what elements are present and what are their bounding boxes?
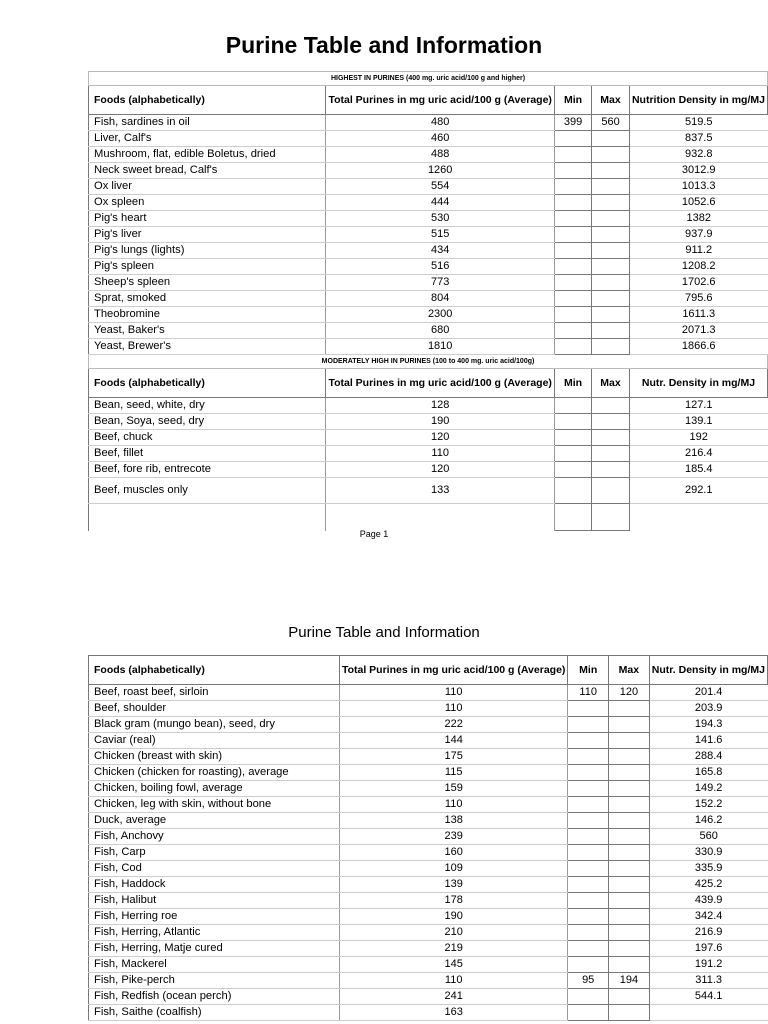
- min-cell: [554, 398, 591, 414]
- density-cell: 560: [649, 829, 767, 845]
- min-cell: [568, 861, 609, 877]
- density-cell: 937.9: [629, 227, 767, 243]
- table-row: [89, 877, 768, 893]
- food-name-cell: Bean, Soya, seed, dry: [89, 414, 326, 430]
- min-cell: [568, 877, 609, 893]
- max-cell: [592, 211, 630, 227]
- density-cell: 152.2: [649, 797, 767, 813]
- table-row: [89, 765, 768, 781]
- max-cell: [608, 989, 649, 1005]
- empty-cell: [554, 504, 591, 531]
- food-name-cell: Fish, Mackerel: [89, 957, 340, 973]
- max-cell: 120: [608, 685, 649, 701]
- density-cell: 330.9: [649, 845, 767, 861]
- density-cell: 185.4: [629, 462, 767, 478]
- total-purines-cell: 139: [339, 877, 567, 893]
- food-name-cell: Beef, roast beef, sirloin: [89, 685, 340, 701]
- max-cell: [592, 179, 630, 195]
- max-cell: [608, 845, 649, 861]
- max-cell: [592, 147, 630, 163]
- max-cell: [592, 275, 630, 291]
- table-row: [89, 941, 768, 957]
- min-cell: [568, 909, 609, 925]
- food-name-cell: Beef, fillet: [89, 446, 326, 462]
- food-name-cell: Bean, seed, white, dry: [89, 398, 326, 414]
- max-cell: [608, 749, 649, 765]
- section-label-high: HIGHEST IN PURINES (400 mg. uric acid/100 g and higher): [89, 72, 768, 86]
- food-name-cell: Fish, Cod: [89, 861, 340, 877]
- max-cell: [608, 781, 649, 797]
- max-cell: [592, 398, 630, 414]
- total-purines-cell: 515: [326, 227, 554, 243]
- density-cell: [649, 1005, 767, 1021]
- density-cell: 544.1: [649, 989, 767, 1005]
- table-row: [89, 446, 768, 462]
- table-row: [89, 861, 768, 877]
- header-max: Max: [592, 86, 630, 115]
- table-row: [89, 131, 768, 147]
- food-name-cell: Liver, Calf's: [89, 131, 326, 147]
- density-cell: 216.9: [649, 925, 767, 941]
- total-purines-cell: 110: [326, 446, 554, 462]
- header-min: Min: [554, 86, 591, 115]
- table-row: [89, 829, 768, 845]
- food-name-cell: Beef, chuck: [89, 430, 326, 446]
- food-name-cell: Chicken, leg with skin, without bone: [89, 797, 340, 813]
- food-name-cell: Sprat, smoked: [89, 291, 326, 307]
- table-row: [89, 275, 768, 291]
- density-cell: 311.3: [649, 973, 767, 989]
- max-cell: [592, 339, 630, 355]
- total-purines-cell: 190: [339, 909, 567, 925]
- min-cell: 95: [568, 973, 609, 989]
- table-row: [89, 478, 768, 504]
- table-row: [89, 323, 768, 339]
- total-purines-cell: 115: [339, 765, 567, 781]
- min-cell: 399: [554, 115, 591, 131]
- table-row: [89, 147, 768, 163]
- min-cell: [568, 813, 609, 829]
- total-purines-cell: 110: [339, 685, 567, 701]
- total-purines-cell: 128: [326, 398, 554, 414]
- density-cell: 1013.3: [629, 179, 767, 195]
- min-cell: [554, 163, 591, 179]
- density-cell: 425.2: [649, 877, 767, 893]
- density-cell: 165.8: [649, 765, 767, 781]
- page-1-title: Purine Table and Information: [225, 32, 543, 58]
- max-cell: [592, 462, 630, 478]
- min-cell: [554, 446, 591, 462]
- page-2-title: Purine Table and Information: [288, 624, 480, 641]
- food-name-cell: Yeast, Baker's: [89, 323, 326, 339]
- density-cell: 149.2: [649, 781, 767, 797]
- table-row: [89, 462, 768, 478]
- food-name-cell: Black gram (mungo bean), seed, dry: [89, 717, 340, 733]
- header-density: Nutr. Density in mg/MJ: [629, 369, 767, 398]
- density-cell: 192: [629, 430, 767, 446]
- food-name-cell: Ox liver: [89, 179, 326, 195]
- density-cell: 439.9: [649, 893, 767, 909]
- min-cell: [554, 131, 591, 147]
- max-cell: [608, 829, 649, 845]
- min-cell: [568, 749, 609, 765]
- max-cell: [592, 478, 630, 504]
- header-density: Nutrition Density in mg/MJ: [629, 86, 767, 115]
- food-name-cell: Fish, Saithe (coalfish): [89, 1005, 340, 1021]
- density-cell: 3012.9: [629, 163, 767, 179]
- total-purines-cell: 554: [326, 179, 554, 195]
- max-cell: [608, 957, 649, 973]
- food-name-cell: Pig's liver: [89, 227, 326, 243]
- max-cell: 560: [592, 115, 630, 131]
- header-foods: Foods (alphabetically): [89, 369, 326, 398]
- density-cell: 1052.6: [629, 195, 767, 211]
- min-cell: [554, 462, 591, 478]
- max-cell: [592, 323, 630, 339]
- header-total: Total Purines in mg uric acid/100 g (Average): [326, 86, 554, 115]
- table-row: [89, 733, 768, 749]
- table-row: [89, 973, 768, 989]
- table-row: [89, 211, 768, 227]
- food-name-cell: Chicken (chicken for roasting), average: [89, 765, 340, 781]
- header-max: Max: [608, 656, 649, 685]
- header-foods: Foods (alphabetically): [89, 656, 340, 685]
- table-row: [89, 989, 768, 1005]
- min-cell: [554, 243, 591, 259]
- density-cell: 1866.6: [629, 339, 767, 355]
- table-row: [89, 243, 768, 259]
- table-row: [89, 957, 768, 973]
- density-cell: 911.2: [629, 243, 767, 259]
- total-purines-cell: 516: [326, 259, 554, 275]
- food-name-cell: Fish, Herring, Matje cured: [89, 941, 340, 957]
- total-purines-cell: 110: [339, 797, 567, 813]
- page-number-label: Page 1: [359, 529, 389, 539]
- food-name-cell: Beef, muscles only: [89, 478, 326, 504]
- total-purines-cell: 1810: [326, 339, 554, 355]
- density-cell: 197.6: [649, 941, 767, 957]
- max-cell: [608, 893, 649, 909]
- table-row: [89, 227, 768, 243]
- density-cell: 335.9: [649, 861, 767, 877]
- header-total: Total Purines in mg uric acid/100 g (Average): [339, 656, 567, 685]
- total-purines-cell: 120: [326, 462, 554, 478]
- min-cell: [554, 339, 591, 355]
- table-row: [89, 179, 768, 195]
- header-min: Min: [554, 369, 591, 398]
- density-cell: 141.6: [649, 733, 767, 749]
- food-name-cell: Beef, shoulder: [89, 701, 340, 717]
- food-name-cell: Mushroom, flat, edible Boletus, dried: [89, 147, 326, 163]
- table-row: [89, 398, 768, 414]
- table-body-page-2: [89, 656, 768, 1021]
- max-cell: [608, 941, 649, 957]
- total-purines-cell: 110: [339, 701, 567, 717]
- density-cell: 519.5: [629, 115, 767, 131]
- min-cell: [568, 829, 609, 845]
- food-name-cell: Caviar (real): [89, 733, 340, 749]
- total-purines-cell: 163: [339, 1005, 567, 1021]
- food-name-cell: Fish, Anchovy: [89, 829, 340, 845]
- total-purines-cell: 2300: [326, 307, 554, 323]
- max-cell: [608, 877, 649, 893]
- table-row: [89, 414, 768, 430]
- total-purines-cell: 1260: [326, 163, 554, 179]
- food-name-cell: Chicken, boiling fowl, average: [89, 781, 340, 797]
- max-cell: [592, 243, 630, 259]
- density-cell: 146.2: [649, 813, 767, 829]
- section-label-moderate: MODERATELY HIGH IN PURINES (100 to 400 mg. uric acid/100g): [89, 355, 768, 369]
- density-cell: 127.1: [629, 398, 767, 414]
- total-purines-cell: 138: [339, 813, 567, 829]
- purine-table-page-1: [88, 71, 768, 531]
- min-cell: [554, 430, 591, 446]
- header-foods: Foods (alphabetically): [89, 86, 326, 115]
- section-band-moderate: [89, 355, 768, 369]
- total-purines-cell: 222: [339, 717, 567, 733]
- table-row: [89, 259, 768, 275]
- max-cell: [592, 259, 630, 275]
- total-purines-cell: 680: [326, 323, 554, 339]
- min-cell: [568, 989, 609, 1005]
- max-cell: [608, 765, 649, 781]
- total-purines-cell: 241: [339, 989, 567, 1005]
- total-purines-cell: 120: [326, 430, 554, 446]
- header-row-page-2: [89, 656, 768, 685]
- total-purines-cell: 160: [339, 845, 567, 861]
- total-purines-cell: 444: [326, 195, 554, 211]
- total-purines-cell: 110: [339, 973, 567, 989]
- table-row: [89, 893, 768, 909]
- density-cell: 1702.6: [629, 275, 767, 291]
- empty-cell: [89, 504, 326, 531]
- table-row: [89, 749, 768, 765]
- density-cell: 1208.2: [629, 259, 767, 275]
- total-purines-cell: 480: [326, 115, 554, 131]
- total-purines-cell: 144: [339, 733, 567, 749]
- food-name-cell: Chicken (breast with skin): [89, 749, 340, 765]
- total-purines-cell: 804: [326, 291, 554, 307]
- min-cell: [568, 893, 609, 909]
- header-total: Total Purines in mg uric acid/100 g (Average): [326, 369, 554, 398]
- density-cell: 2071.3: [629, 323, 767, 339]
- density-cell: 203.9: [649, 701, 767, 717]
- min-cell: [568, 941, 609, 957]
- min-cell: [554, 275, 591, 291]
- table-row: [89, 685, 768, 701]
- total-purines-cell: 434: [326, 243, 554, 259]
- min-cell: [554, 179, 591, 195]
- density-cell: 342.4: [649, 909, 767, 925]
- min-cell: [568, 797, 609, 813]
- max-cell: [608, 909, 649, 925]
- total-purines-cell: 159: [339, 781, 567, 797]
- food-name-cell: Theobromine: [89, 307, 326, 323]
- total-purines-cell: 133: [326, 478, 554, 504]
- min-cell: [568, 717, 609, 733]
- density-cell: 1382: [629, 211, 767, 227]
- empty-cell: [592, 504, 630, 531]
- table-row: [89, 925, 768, 941]
- min-cell: [568, 957, 609, 973]
- food-name-cell: Fish, Pike-perch: [89, 973, 340, 989]
- density-cell: 1611.3: [629, 307, 767, 323]
- max-cell: [608, 925, 649, 941]
- header-row-high: [89, 86, 768, 115]
- max-cell: [592, 430, 630, 446]
- header-row-moderate: [89, 369, 768, 398]
- min-cell: [568, 925, 609, 941]
- food-name-cell: Fish, Halibut: [89, 893, 340, 909]
- density-cell: 201.4: [649, 685, 767, 701]
- min-cell: [554, 211, 591, 227]
- min-cell: [568, 701, 609, 717]
- max-cell: [592, 307, 630, 323]
- max-cell: [592, 291, 630, 307]
- min-cell: [568, 1005, 609, 1021]
- food-name-cell: Yeast, Brewer's: [89, 339, 326, 355]
- table-row: [89, 781, 768, 797]
- density-cell: 139.1: [629, 414, 767, 430]
- max-cell: 194: [608, 973, 649, 989]
- total-purines-cell: 210: [339, 925, 567, 941]
- min-cell: [554, 478, 591, 504]
- min-cell: [554, 307, 591, 323]
- section-band-high: [89, 72, 768, 86]
- min-cell: [554, 147, 591, 163]
- food-name-cell: Neck sweet bread, Calf's: [89, 163, 326, 179]
- header-min: Min: [568, 656, 609, 685]
- max-cell: [608, 733, 649, 749]
- food-name-cell: Fish, Herring, Atlantic: [89, 925, 340, 941]
- food-name-cell: Sheep's spleen: [89, 275, 326, 291]
- table-row: [89, 339, 768, 355]
- total-purines-cell: 773: [326, 275, 554, 291]
- table-row: [89, 845, 768, 861]
- density-cell: 795.6: [629, 291, 767, 307]
- density-cell: 288.4: [649, 749, 767, 765]
- min-cell: [554, 259, 591, 275]
- table-row: [89, 717, 768, 733]
- table-row: [89, 797, 768, 813]
- table-row: [89, 195, 768, 211]
- max-cell: [608, 797, 649, 813]
- food-name-cell: Fish, Herring roe: [89, 909, 340, 925]
- food-name-cell: Pig's heart: [89, 211, 326, 227]
- min-cell: [554, 291, 591, 307]
- empty-row: [89, 504, 768, 531]
- max-cell: [592, 414, 630, 430]
- total-purines-cell: 460: [326, 131, 554, 147]
- table-row: [89, 1005, 768, 1021]
- food-name-cell: Fish, Haddock: [89, 877, 340, 893]
- max-cell: [608, 861, 649, 877]
- food-name-cell: Pig's lungs (lights): [89, 243, 326, 259]
- total-purines-cell: 145: [339, 957, 567, 973]
- total-purines-cell: 488: [326, 147, 554, 163]
- total-purines-cell: 175: [339, 749, 567, 765]
- food-name-cell: Pig's spleen: [89, 259, 326, 275]
- max-cell: [592, 131, 630, 147]
- density-cell: 194.3: [649, 717, 767, 733]
- table-row: [89, 701, 768, 717]
- total-purines-cell: 109: [339, 861, 567, 877]
- min-cell: [568, 733, 609, 749]
- food-name-cell: Fish, Carp: [89, 845, 340, 861]
- header-max: Max: [592, 369, 630, 398]
- min-cell: [568, 845, 609, 861]
- table-row: [89, 909, 768, 925]
- food-name-cell: Beef, fore rib, entrecote: [89, 462, 326, 478]
- table-row: [89, 813, 768, 829]
- total-purines-cell: 190: [326, 414, 554, 430]
- table-row: [89, 430, 768, 446]
- density-cell: 932.8: [629, 147, 767, 163]
- min-cell: [568, 765, 609, 781]
- max-cell: [608, 813, 649, 829]
- min-cell: [554, 227, 591, 243]
- density-cell: 216.4: [629, 446, 767, 462]
- food-name-cell: Fish, Redfish (ocean perch): [89, 989, 340, 1005]
- density-cell: 837.5: [629, 131, 767, 147]
- empty-cell: [326, 504, 554, 531]
- table-row: [89, 291, 768, 307]
- table-row: [89, 307, 768, 323]
- food-name-cell: Fish, sardines in oil: [89, 115, 326, 131]
- min-cell: [568, 781, 609, 797]
- table-body-page-1: [89, 72, 768, 531]
- min-cell: 110: [568, 685, 609, 701]
- table-row: [89, 115, 768, 131]
- min-cell: [554, 414, 591, 430]
- food-name-cell: Ox spleen: [89, 195, 326, 211]
- food-name-cell: Duck, average: [89, 813, 340, 829]
- total-purines-cell: 219: [339, 941, 567, 957]
- header-density: Nutr. Density in mg/MJ: [649, 656, 767, 685]
- total-purines-cell: 239: [339, 829, 567, 845]
- density-cell: 292.1: [629, 478, 767, 504]
- table-row: [89, 163, 768, 179]
- total-purines-cell: 178: [339, 893, 567, 909]
- max-cell: [608, 701, 649, 717]
- max-cell: [592, 227, 630, 243]
- total-purines-cell: 530: [326, 211, 554, 227]
- max-cell: [592, 163, 630, 179]
- max-cell: [592, 195, 630, 211]
- min-cell: [554, 195, 591, 211]
- density-cell: 191.2: [649, 957, 767, 973]
- empty-cell: [629, 504, 767, 531]
- min-cell: [554, 323, 591, 339]
- purine-table-page-2: [88, 655, 768, 1021]
- max-cell: [608, 1005, 649, 1021]
- max-cell: [592, 446, 630, 462]
- max-cell: [608, 717, 649, 733]
